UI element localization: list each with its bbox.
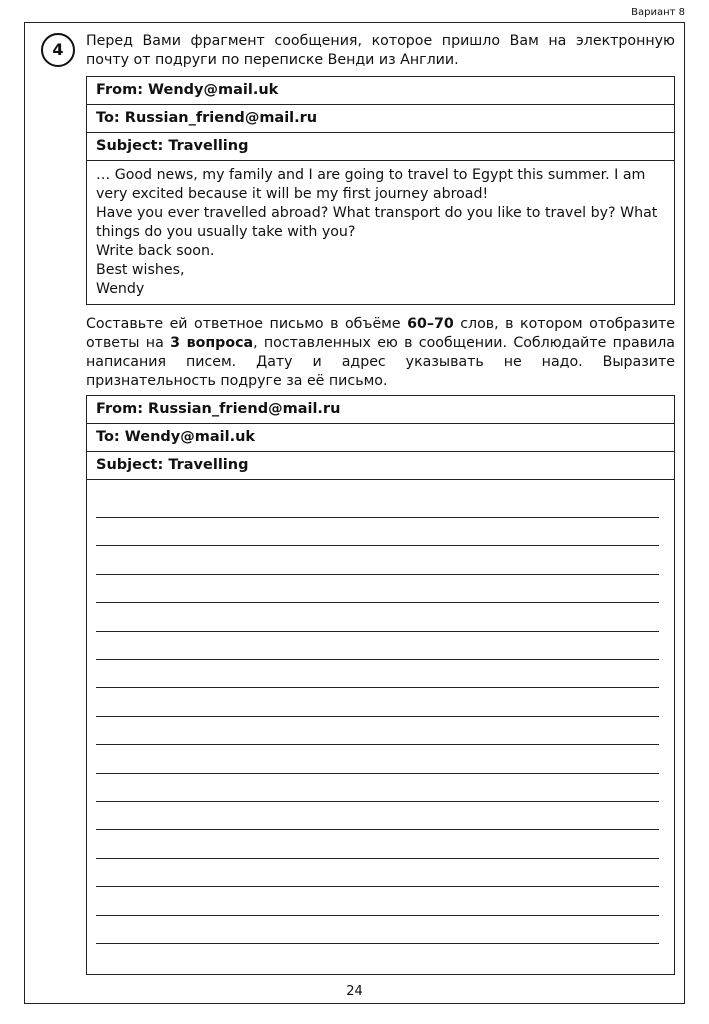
answer-line: [96, 915, 659, 916]
task-number-badge: 4: [41, 33, 75, 67]
message-line: very excited because it will be my first journey abroad!: [96, 186, 489, 202]
incoming-message-body: [87, 161, 674, 304]
answer-line: [96, 631, 659, 632]
answer-line: [96, 829, 659, 830]
reply-from: From: Russian_friend@mail.ru: [87, 396, 674, 424]
message-line: Best wishes,: [96, 262, 185, 278]
answer-line: [96, 659, 659, 660]
answer-line: [96, 858, 659, 859]
answer-line: [96, 744, 659, 745]
message-line: … Good news, my family and I are going to travel to Egypt this summer. I am: [96, 167, 646, 183]
question-count-emphasis: 3 вопроса: [170, 335, 254, 351]
answer-line: [96, 574, 659, 575]
answer-line: [96, 687, 659, 688]
answer-line: [96, 602, 659, 603]
message-line: things do you usually take with you?: [96, 224, 356, 240]
word-count-emphasis: 60–70: [407, 316, 454, 332]
answer-line: [96, 716, 659, 717]
instructions-part-3: , поставленных ею в сообщении. Соблюдайте правила написания писем. Дату и адрес указывать не надо. Выразите признательность подруге за её письмо.: [86, 335, 675, 389]
reply-subject: Subject: Travelling: [87, 452, 674, 480]
answer-line: [96, 545, 659, 546]
incoming-email-box: [86, 76, 675, 305]
answer-writing-area[interactable]: [87, 480, 674, 974]
instructions-part-2: слов, в котором отобразите ответы на: [86, 316, 675, 351]
reply-email-box: [86, 395, 675, 975]
message-line: Have you ever travelled abroad? What transport do you like to travel by? What: [96, 205, 658, 221]
incoming-subject: Subject: Travelling: [87, 133, 674, 161]
incoming-to: To: Russian_friend@mail.ru: [87, 105, 674, 133]
page-number: 24: [346, 984, 363, 999]
message-line: Write back soon.: [96, 243, 215, 259]
instructions-part-1: Составьте ей ответное письмо в объёме: [86, 316, 408, 332]
reply-to: To: Wendy@mail.uk: [87, 424, 674, 452]
answer-line: [96, 773, 659, 774]
variant-label: Вариант 8: [631, 7, 685, 18]
message-line: Wendy: [96, 281, 145, 297]
task-intro: Перед Вами фрагмент сообщения, которое пришло Вам на электронную почту от подруги по переписке Венди из Англии.: [86, 33, 675, 68]
incoming-from: From: Wendy@mail.uk: [87, 77, 674, 105]
answer-line: [96, 886, 659, 887]
task-instructions: [86, 315, 675, 391]
answer-line: [96, 801, 659, 802]
answer-line: [96, 517, 659, 518]
answer-line: [96, 943, 659, 944]
